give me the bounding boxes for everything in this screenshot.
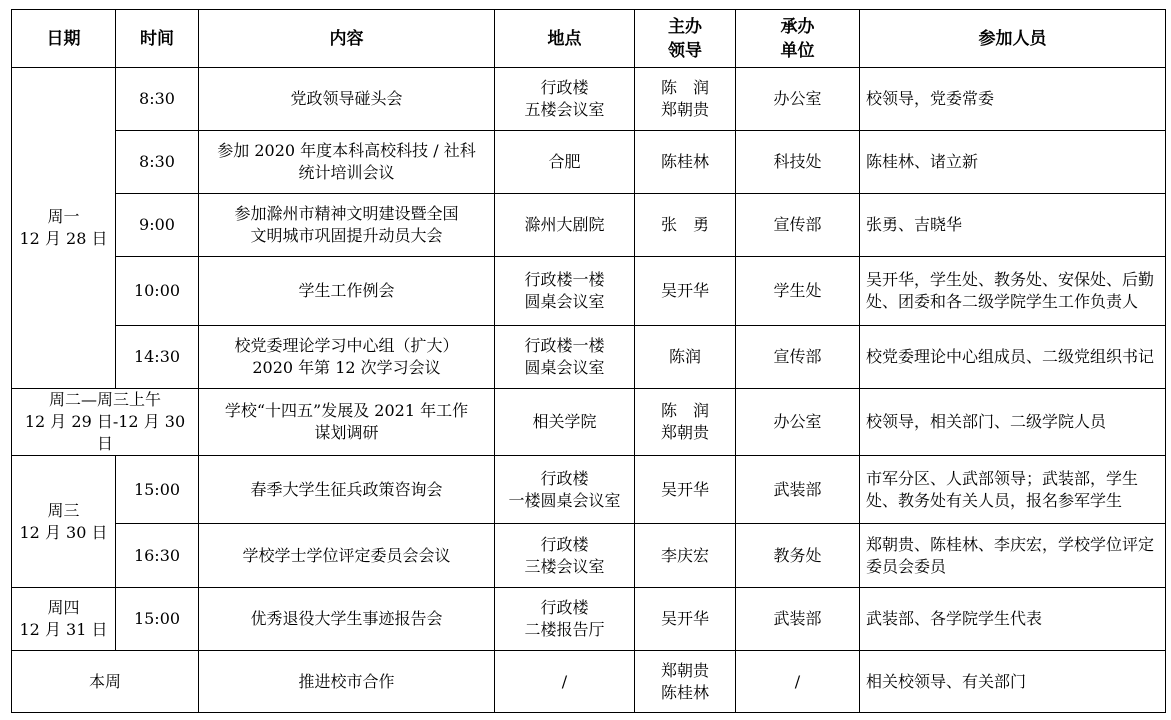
time-cell: 8:30: [116, 131, 199, 194]
unit-cell: /: [736, 651, 860, 713]
content-line: 谋划调研: [314, 423, 379, 442]
host-line: 吴开华: [660, 281, 709, 300]
table-row: [12, 257, 1166, 326]
location-line: 二楼报告厅: [524, 620, 605, 639]
header-host: [635, 10, 736, 68]
header-location: 地点: [495, 10, 635, 68]
date-thursday: [12, 588, 116, 651]
participants-cell: 市军分区、人武部领导；武装部，学生处、教务处有关人员，报名参军学生: [860, 456, 1166, 524]
host-cell: [635, 456, 736, 524]
header-row: [12, 10, 1166, 68]
participants-cell: 校党委理论中心组成员、二级党组织书记: [860, 326, 1166, 389]
location-line: 行政楼: [540, 78, 589, 97]
location-cell: [495, 524, 635, 588]
location-cell: [495, 326, 635, 389]
location-line: 行政楼: [540, 534, 589, 554]
participants-cell: 武装部、各学院学生代表: [860, 588, 1166, 651]
host-line: 陈 润: [660, 78, 709, 97]
host-line: 吴开华: [660, 479, 709, 499]
time-cell: 9:00: [116, 194, 199, 257]
host-cell: [635, 68, 736, 131]
content-line: 文明城市巩固提升动员大会: [250, 226, 443, 245]
location-cell: [495, 131, 635, 194]
content-line: 学校“十四五”发展及 2021 年工作: [224, 401, 469, 420]
content-cell: [199, 257, 495, 326]
header-unit-line2: 单位: [780, 40, 815, 61]
date-line: 周一: [47, 207, 80, 226]
date-line: 周二—周三上午: [48, 390, 161, 409]
location-line: 行政楼: [540, 598, 589, 617]
participants-cell: 郑朝贵、陈桂林、李庆宏，学校学位评定委员会委员: [860, 524, 1166, 588]
host-cell: [635, 651, 736, 713]
participants-cell: 陈桂林、诸立新: [860, 131, 1166, 194]
header-content: 内容: [199, 10, 495, 68]
date-tue-wed: [12, 389, 199, 456]
header-host-line1: 主办: [668, 16, 702, 37]
host-cell: [635, 524, 736, 588]
content-line: 春季大学生征兵政策咨询会: [250, 479, 443, 499]
participants-cell: 相关校领导、有关部门: [860, 651, 1166, 713]
content-line: 参加滁州市精神文明建设暨全国: [234, 204, 459, 223]
location-line: 五楼会议室: [524, 100, 605, 119]
participants-cell: 校领导，党委常委: [860, 68, 1166, 131]
header-time: 时间: [116, 10, 199, 68]
content-cell: [199, 456, 495, 524]
host-line: 郑朝贵: [660, 660, 709, 680]
table-row: [12, 68, 1166, 131]
content-cell: [199, 389, 495, 456]
time-cell: 8:30: [116, 68, 199, 131]
location-line: 圆桌会议室: [524, 292, 605, 311]
content-line: 推进校市合作: [298, 671, 395, 691]
time-cell: 10:00: [116, 257, 199, 326]
date-line: 周四: [47, 598, 80, 617]
location-cell: [495, 194, 635, 257]
location-cell: [495, 456, 635, 524]
content-line: 统计培训会议: [298, 163, 395, 182]
participants-cell: 校领导，相关部门、二级学院人员: [860, 389, 1166, 456]
date-monday: [12, 68, 116, 389]
content-cell: [199, 131, 495, 194]
location-cell: [495, 651, 635, 713]
header-unit-line1: 承办: [780, 16, 815, 37]
table-row: [12, 326, 1166, 389]
table-row: [12, 194, 1166, 257]
host-cell: [635, 257, 736, 326]
participants-cell: 张勇、吉晓华: [860, 194, 1166, 257]
participants-cell: 吴开华，学生处、教务处、安保处、后勤处、团委和各二级学院学生工作负责人: [860, 257, 1166, 326]
date-this-week: [12, 651, 199, 713]
time-cell: 15:00: [116, 588, 199, 651]
content-cell: [199, 651, 495, 713]
content-line: 学校学士学位评定委员会会议: [242, 545, 451, 565]
host-line: 郑朝贵: [660, 100, 709, 119]
location-line: 合肥: [548, 152, 581, 171]
unit-cell: 科技处: [736, 131, 860, 194]
location-line: /: [561, 671, 568, 691]
table-row: [12, 389, 1166, 456]
date-line: 本周: [88, 671, 121, 691]
header-unit: [736, 10, 860, 68]
location-line: 滁州大剧院: [524, 215, 605, 234]
date-line: 12 月 31 日: [19, 620, 108, 639]
content-cell: [199, 326, 495, 389]
table-row: [12, 588, 1166, 651]
host-line: 吴开华: [660, 609, 709, 628]
location-line: 行政楼一楼: [524, 270, 605, 289]
location-cell: [495, 257, 635, 326]
location-cell: [495, 588, 635, 651]
location-line: 三楼会议室: [524, 556, 605, 576]
location-line: 行政楼一楼: [524, 336, 605, 355]
content-cell: [199, 194, 495, 257]
content-line: 校党委理论学习中心组（扩大）: [234, 336, 459, 355]
location-line: 相关学院: [532, 412, 597, 431]
unit-cell: 学生处: [736, 257, 860, 326]
content-line: 2020 年第 12 次学习会议: [252, 358, 441, 377]
unit-cell: 办公室: [736, 68, 860, 131]
host-line: 陈 润: [660, 401, 709, 420]
location-cell: [495, 389, 635, 456]
host-cell: [635, 389, 736, 456]
time-cell: 16:30: [116, 524, 199, 588]
time-cell: 15:00: [116, 456, 199, 524]
host-line: 张 勇: [660, 215, 709, 234]
location-cell: [495, 68, 635, 131]
content-cell: [199, 68, 495, 131]
date-line: 12 月 29 日-12 月 30 日: [24, 412, 186, 453]
date-line: 周三: [47, 500, 80, 520]
host-cell: [635, 326, 736, 389]
unit-cell: 武装部: [736, 456, 860, 524]
content-cell: [199, 588, 495, 651]
content-line: 学生工作例会: [298, 281, 395, 300]
table-row: [12, 131, 1166, 194]
host-line: 李庆宏: [660, 545, 709, 565]
host-cell: [635, 131, 736, 194]
table-row: [12, 456, 1166, 524]
host-cell: [635, 588, 736, 651]
date-line: 12 月 28 日: [19, 229, 108, 248]
location-line: 行政楼: [540, 468, 589, 488]
header-date: 日期: [12, 10, 116, 68]
host-line: 陈润: [668, 347, 701, 366]
host-line: 陈桂林: [660, 152, 709, 171]
header-host-line2: 领导: [668, 40, 702, 61]
content-line: 党政领导碰头会: [290, 89, 403, 108]
time-cell: 14:30: [116, 326, 199, 389]
content-line: 优秀退役大学生事迹报告会: [250, 609, 443, 628]
location-line: 圆桌会议室: [524, 358, 605, 377]
host-cell: [635, 194, 736, 257]
date-line: 12 月 30 日: [19, 522, 108, 542]
unit-cell: 武装部: [736, 588, 860, 651]
unit-cell: 教务处: [736, 524, 860, 588]
table-row: [12, 651, 1166, 713]
content-cell: [199, 524, 495, 588]
host-line: 陈桂林: [660, 682, 709, 702]
weekly-schedule-table: [11, 9, 1166, 713]
date-wednesday: [12, 456, 116, 588]
host-line: 郑朝贵: [660, 423, 709, 442]
header-participants: 参加人员: [860, 10, 1166, 68]
location-line: 一楼圆桌会议室: [508, 490, 621, 510]
unit-cell: 宣传部: [736, 326, 860, 389]
unit-cell: 办公室: [736, 389, 860, 456]
unit-cell: 宣传部: [736, 194, 860, 257]
content-line: 参加 2020 年度本科高校科技 / 社科: [217, 141, 476, 160]
table-row: [12, 524, 1166, 588]
